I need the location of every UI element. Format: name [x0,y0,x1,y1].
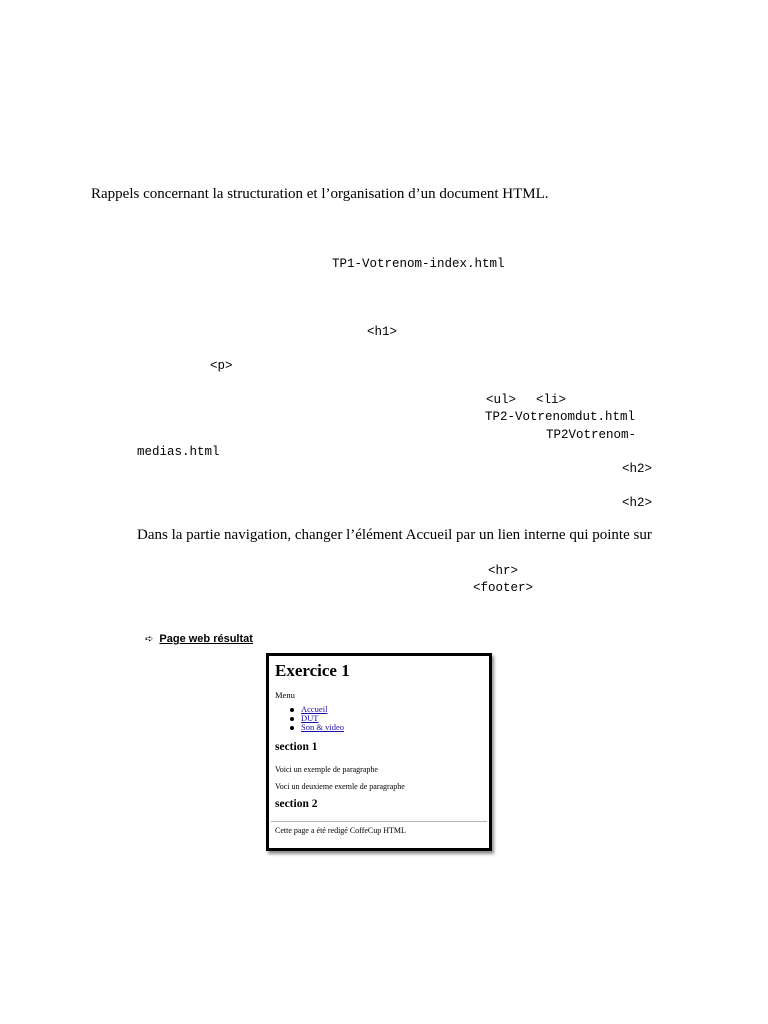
preview-link-dut[interactable]: DUT [301,713,319,723]
intro-text: Rappels concernant la structuration et l’organisation d’un document HTML. [91,186,549,202]
preview-paragraph1: Voici un exemple de paragraphe [275,765,378,774]
result-preview [266,653,492,851]
preview-link-son-video[interactable]: Son & video [301,722,344,732]
preview-divider [271,821,487,822]
preview-paragraph2: Voci un deuxieme exemle de paragraphe [275,782,405,791]
preview-menu-label: Menu [275,690,295,700]
h2-tag-second: <h2> [622,496,653,510]
ul-tag: <ul> [486,393,517,407]
index-filename: TP1-Votrenom-index.html [332,257,505,271]
tp2-medias-filename-part2: medias.html [137,445,220,459]
nav-instruction: Dans la partie navigation, changer l’élément Accueil par un lien interne qui pointe sur [137,527,652,543]
tp2-medias-filename-part1: TP2Votrenom- [546,428,637,442]
preview-section1-title: section 1 [275,741,318,753]
preview-menu-list [288,705,344,732]
hr-tag: <hr> [488,564,519,578]
li-tag: <li> [536,393,567,407]
preview-footer-text: Cette page a été redigé CoffeCup HTML [275,826,406,835]
arrow-right-icon: ➪ [145,633,154,645]
footer-tag: <footer> [473,581,534,595]
h2-tag-first: <h2> [622,462,653,476]
tp2-dut-filename: TP2-Votrenomdut.html [485,410,636,424]
result-heading-label: Page web résultat [159,633,253,645]
h1-tag: <h1> [367,325,398,339]
preview-link-accueil[interactable]: Accueil [301,704,328,714]
preview-section2-title: section 2 [275,798,318,810]
p-tag: <p> [210,359,233,373]
preview-menu-item-son-video [288,723,344,732]
result-heading [145,633,253,645]
preview-title: Exercice 1 [275,661,350,680]
